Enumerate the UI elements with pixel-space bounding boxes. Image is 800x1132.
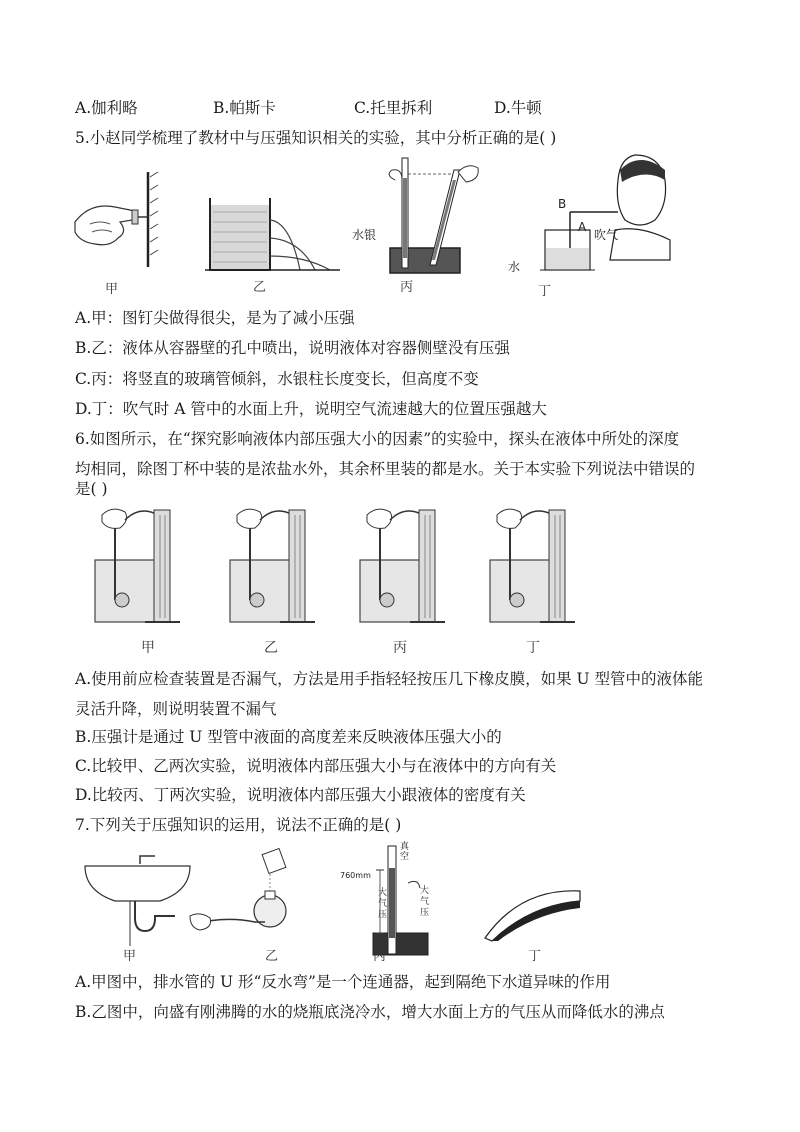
q4-option-c: C.托里拆利 [354, 99, 433, 117]
thumbtack-figure-icon [70, 172, 170, 292]
q6-option-c: C.比较甲、乙两次实验，说明液体内部压强大小与在液体中的方向有关 [75, 757, 557, 775]
q4-option-d: D.牛顿 [494, 99, 542, 117]
q5-option-c: C.丙：将竖直的玻璃管倾斜，水银柱长度变长，但高度不变 [75, 370, 479, 388]
q6-figures [80, 500, 640, 660]
q4-options [75, 98, 725, 118]
q5-caption-jia: 甲 [105, 282, 119, 297]
water-container-figure-icon [205, 150, 345, 275]
q5-figures [60, 150, 700, 298]
q7-figures [70, 838, 630, 968]
atm-label-right: 大气压 [420, 886, 430, 918]
q6-stem-line-2: 均相同，除图丁杯中装的是浓盐水外，其余杯里装的都是水。关于本实验下列说法中错误的 [75, 460, 696, 478]
q7-option-b: B.乙图中，向盛有刚沸腾的水的烧瓶底浇冷水，增大水面上方的气压从而降低水的沸点 [75, 1003, 665, 1021]
water-label: 水 [508, 260, 521, 274]
atm-label-left: 大气压 [378, 888, 388, 920]
q5-option-b: B.乙：液体从容器壁的孔中喷出，说明液体对容器侧壁没有压强 [75, 339, 510, 357]
q6-stem-line-1: 6.如图所示，在“探究影响液体内部压强大小的因素”的实验中，探头在液体中所处的深度 [75, 430, 680, 448]
wing-figure-icon [480, 883, 590, 943]
blow-label: 吹气 [594, 228, 619, 242]
sink-figure-icon [80, 856, 200, 956]
vacuum-label-1: 真 [400, 842, 410, 852]
q6-option-a-line-1: A.使用前应检查装置是否漏气，方法是用手指轻轻按压几下橡皮膜，如果 U 型管中的液体能 [75, 670, 704, 688]
q7-caption-jia: 甲 [123, 949, 137, 964]
mercury-tube-figure-icon [380, 150, 500, 280]
q7-caption-ding: 丁 [528, 949, 542, 964]
tube-b-label: B [558, 197, 567, 211]
mercury-label: 水银 [352, 228, 377, 242]
q7-stem: 7.下列关于压强知识的运用，说法不正确的是( ) [75, 816, 402, 834]
flask-figure-icon [185, 846, 325, 956]
q5-caption-ding: 丁 [538, 284, 552, 299]
q6-option-a-line-2: 灵活升降，则说明装置不漏气 [75, 700, 277, 718]
tube-a-label: A [578, 220, 587, 234]
q5-option-d: D.丁：吹气时 A 管中的水面上升，说明空气流速越大的位置压强越大 [75, 400, 547, 418]
q4-option-a: A.伽利略 [75, 99, 138, 117]
q6-caption-yi: 乙 [264, 640, 278, 656]
height-760mm-label: 760mm [340, 871, 371, 880]
pressure-gauge-figures-icon [80, 500, 640, 630]
q6-caption-jia: 甲 [141, 640, 155, 656]
q7-option-a: A.甲图中，排水管的 U 形“反水弯”是一个连通器，起到隔绝下水道异味的作用 [75, 973, 611, 991]
q6-option-d: D.比较丙、丁两次实验，说明液体内部压强大小跟液体的密度有关 [75, 786, 526, 804]
q5-option-a: A.甲：图钉尖做得很尖，是为了减小压强 [75, 309, 355, 327]
q5-caption-yi: 乙 [253, 280, 267, 295]
q6-caption-bing: 丙 [393, 640, 407, 656]
q7-caption-bing: 丙 [373, 949, 387, 964]
vacuum-label-2: 空 [400, 852, 410, 862]
q4-option-b: B.帕斯卡 [213, 99, 276, 117]
q6-stem-line-3: 是( ) [75, 480, 108, 498]
q7-caption-yi: 乙 [265, 949, 279, 964]
q5-stem: 5.小赵同学梳理了教材中与压强知识相关的实验，其中分析正确的是( ) [75, 129, 557, 147]
q5-caption-bing: 丙 [400, 280, 414, 295]
blowing-figure-icon [530, 150, 680, 290]
q6-caption-ding: 丁 [526, 640, 540, 656]
q6-option-b: B.压强计是通过 U 型管中液面的高度差来反映液体压强大小的 [75, 728, 502, 746]
